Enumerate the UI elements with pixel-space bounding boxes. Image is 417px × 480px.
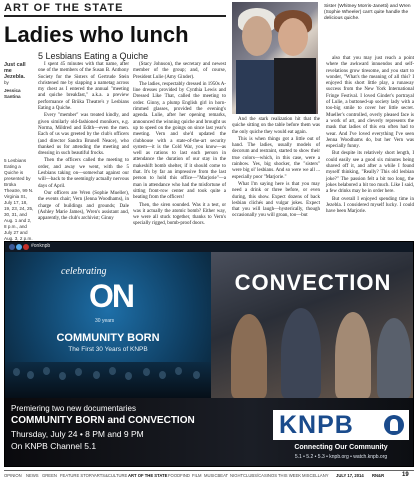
issue-date: JULY 17, 2014 bbox=[336, 473, 364, 478]
paragraph: (Stacy Johnson), the secretary and newest member of the group; and, of course, President Lulie (Amy Ginder). bbox=[133, 62, 226, 80]
crowd-figure bbox=[59, 372, 66, 380]
byline-author: Jessica Santina bbox=[4, 88, 21, 99]
paragraph: And the stark realization hit that the quiche sitting on the table before them was the only quiche they would eat again. bbox=[232, 117, 320, 135]
footer-section[interactable]: FOODFIND bbox=[168, 473, 190, 478]
footer-section[interactable]: NEWS bbox=[26, 473, 39, 478]
community-born-subtitle: The First 30 Years of KNPB bbox=[68, 346, 148, 353]
years-text: 30 years bbox=[95, 318, 115, 324]
footer-section[interactable]: MUSICBEAT bbox=[204, 473, 229, 478]
article-photo bbox=[232, 2, 318, 114]
knpb-logo: KNPB bbox=[279, 411, 354, 439]
convection-title: CONVECTION bbox=[234, 270, 392, 295]
paper-name: RN&R bbox=[372, 473, 385, 478]
footer-section[interactable]: FILM bbox=[192, 473, 202, 478]
youtube-icon bbox=[23, 244, 29, 250]
paragraph: But overall I enjoyed spending time in Jezebla. I considered myself lucky. I could have been Marjorie. bbox=[326, 196, 414, 215]
crowd-figure bbox=[125, 372, 132, 380]
paragraph: Every "member" was treated kindly, and given similarly old-fashioned monikers, e.g. Norma, Mildred and Edith—even the men. Each of us was greeted by the club's officers (and director Sandra Brunell Neace), who thanked us for attending the meeting and dressing in such beautiful frocks. bbox=[38, 113, 129, 157]
promo-date: Thursday, July 24 • 8 PM and 9 PM bbox=[11, 429, 144, 439]
ad-social-bar bbox=[5, 242, 414, 252]
footer-section-current[interactable]: ART OF THE STATE bbox=[128, 473, 168, 478]
page-number: 19 bbox=[402, 472, 409, 478]
footer-section[interactable]: FEATURE STORY bbox=[60, 473, 95, 478]
section-rule bbox=[4, 15, 226, 17]
convection-figure bbox=[335, 312, 371, 398]
twitter-icon bbox=[16, 244, 22, 250]
footer-section[interactable]: MISCELLANY bbox=[302, 473, 329, 478]
crowd-figure bbox=[75, 368, 82, 376]
community-born-title: COMMUNITY BORN bbox=[56, 332, 160, 344]
article-column-4 bbox=[326, 56, 414, 216]
crowd-image bbox=[5, 362, 211, 398]
convection-panel bbox=[211, 252, 414, 398]
convection-figure bbox=[231, 314, 267, 398]
pbs-icon bbox=[384, 415, 404, 435]
paragraph: The ladies, respectably dressed in 1950s A-line dresses provided by Cynthia Lewis and Dressed Like That, called the meeting to order. Ginny, a plump English girl in horn-rimmed glasses, provided the evening's agenda. Lulie, after her opening remarks, announced the winning quiche and brought us up to speed on the goings on since last year's meeting. Vern and she'd updated the clubhouse with a state-of-the-art security system—it is the Cold War, you know—as well as rations to last each person in attendance the duration of our stay in the makeshift bomb shelter, if it should come to that. It's by far an impressive from the last person to hold this office—"Marjorie"—a man in attendance who had the misfortune of sitting front-row center and took quite a beating from the officers! bbox=[133, 81, 226, 201]
knpb-channels: 5.1 • 5.2 • 5.3 • knpb.org • watch.knpb.org bbox=[294, 454, 388, 460]
photo-figure bbox=[278, 18, 308, 56]
article-headline: Ladies who lunch bbox=[4, 22, 189, 47]
on-logo: ON bbox=[89, 278, 133, 314]
paragraph: Our officers are Wren (Sophie Mueller), the events chair; Vern (Jenna Woodhams), in charge of buildings and grounds; Dale (Ashley Marie James), Wren's assistant and, apparently, the club's archivist; Ginny bbox=[38, 190, 129, 222]
article-column-2 bbox=[133, 62, 226, 229]
photo-caption: Sister (Whitney Morris-Janetti) and Wren (Sophie Wheeler) can't quite handle the delicious quiche. bbox=[324, 4, 411, 21]
paragraph: Then, the siren sounded. Was it a test, or was it actually the atomic bomb? Either way, we were all stuck together, thanks to Vern's specially rigged, bomb-proof doors. bbox=[133, 202, 226, 227]
footer-section[interactable]: NIGHTCLUBS/CASINOS bbox=[230, 473, 278, 478]
section-header: ART OF THE STATE bbox=[4, 2, 124, 14]
paragraph: What I'm saying here is that you may need a drink or three before, or even during, this show. Expect dozens of back lesbian clichés and vulgar jokes. Expect that you will laugh—hysterically, though occasionally you will groan, too—but bbox=[232, 181, 320, 219]
article-column-3 bbox=[232, 117, 320, 221]
paragraph: also that you may just reach a point where the awkward innuendos and self-revelations grow tiresome, and you start to wonder, "What's the meaning of all this? I enjoyed this short little play, a runaway success from the New York International Fringe Festival. I loved Ginder's portrayal of Lulie, a buttoned-up society lady with a too-big smile to cover her little secret. Mueller's controlled, overly pleased face is a work of art, and cleverly represents the mask that ladies of this era often had to wear. And I've loved everything I've seen Jenna Woodhams do, but her Vern was especially funny. bbox=[326, 56, 414, 150]
paragraph: This is when things got a little out of hand. The ladies, usually models of decorum and restraint, started to show their true colors—which, in this case, were a rainbow. Yes, big shocker, the "sisters" were big ol' lesbians. And so were we all ... especially poor "Marjorie." bbox=[232, 136, 320, 180]
footer-section[interactable]: ARTS&CULTURE bbox=[94, 473, 128, 478]
crowd-figure bbox=[13, 368, 20, 376]
photo-figure bbox=[236, 60, 276, 114]
footer-section[interactable]: OPINION bbox=[4, 473, 22, 478]
article-kicker: Just call me Jezebla. bbox=[4, 62, 26, 80]
convection-figure bbox=[281, 308, 321, 398]
premiere-promo bbox=[5, 398, 414, 467]
crowd-figure bbox=[43, 367, 50, 375]
crowd-figure bbox=[193, 371, 200, 379]
show-info-note: 5 Lesbians Eating a Quiche is presented by Brüka Theatre, 99 N. Virginia St., July 17, 18, 19, 23, 24, 25, 30, 31, and Aug. 1 and 2, 8 p.m., and July 27 and Aug. 3, 2 p.m. bbox=[4, 158, 34, 241]
page-footer bbox=[4, 470, 414, 479]
community-born-panel bbox=[5, 252, 211, 398]
knpb-advertisement[interactable] bbox=[4, 241, 414, 467]
footer-section[interactable]: GREEN bbox=[42, 473, 57, 478]
promo-channel: On KNPB Channel 5.1 bbox=[11, 441, 97, 451]
knpb-tagline: Connecting Our Community bbox=[294, 444, 388, 451]
paragraph: Then the officers called the meeting to order, and away we went, with the 5 Lesbians taking on—somewhat against our will—back to the seemingly actually nervous days of April. bbox=[38, 158, 129, 189]
crowd-figure bbox=[143, 368, 150, 376]
article-column-1 bbox=[38, 62, 129, 223]
byline-by: by bbox=[4, 80, 9, 85]
facebook-icon bbox=[9, 244, 15, 250]
promo-intro: Premiering two new documentaries bbox=[11, 404, 136, 413]
paragraph: I spent 45 minutes with that name, after one of the members of the Susan B. Anthony Society for the Sisters of Gertrude Stein christened me by slapping a nametag across my chest as I entered the annual "meeting and quiche breakfast," a.k.a. a preview performance of Brüka Theatre's y Lesbians Eating a Quiche. bbox=[38, 62, 129, 112]
crowd-figure bbox=[159, 371, 166, 379]
celebrating-text: celebrating bbox=[61, 266, 107, 277]
crowd-figure bbox=[93, 371, 100, 379]
crowd-figure bbox=[109, 367, 116, 375]
photo-figure bbox=[274, 58, 316, 114]
knpb-logo-box bbox=[273, 410, 409, 440]
paragraph: But despite its relatively short length, I could easily see a good six minutes being shaved off it, and after a while I found myself thinking, "Really? This old lesbian joke?" The passion felt a bit too long, the jokes belabored a bit too much. Like I said, a few drinks may be in order here. bbox=[326, 151, 414, 195]
crowd-figure bbox=[175, 367, 182, 375]
promo-titles: COMMUNITY BORN and CONVECTION bbox=[11, 415, 195, 426]
photo-figure bbox=[242, 16, 272, 56]
crowd-figure bbox=[27, 371, 34, 379]
footer-section[interactable]: THIS WEEK bbox=[278, 473, 302, 478]
ad-hashtag: #onknpb bbox=[31, 243, 51, 249]
article-subhead: 5 Lesbians Eating a Quiche bbox=[38, 51, 149, 61]
convection-figure bbox=[377, 318, 411, 398]
